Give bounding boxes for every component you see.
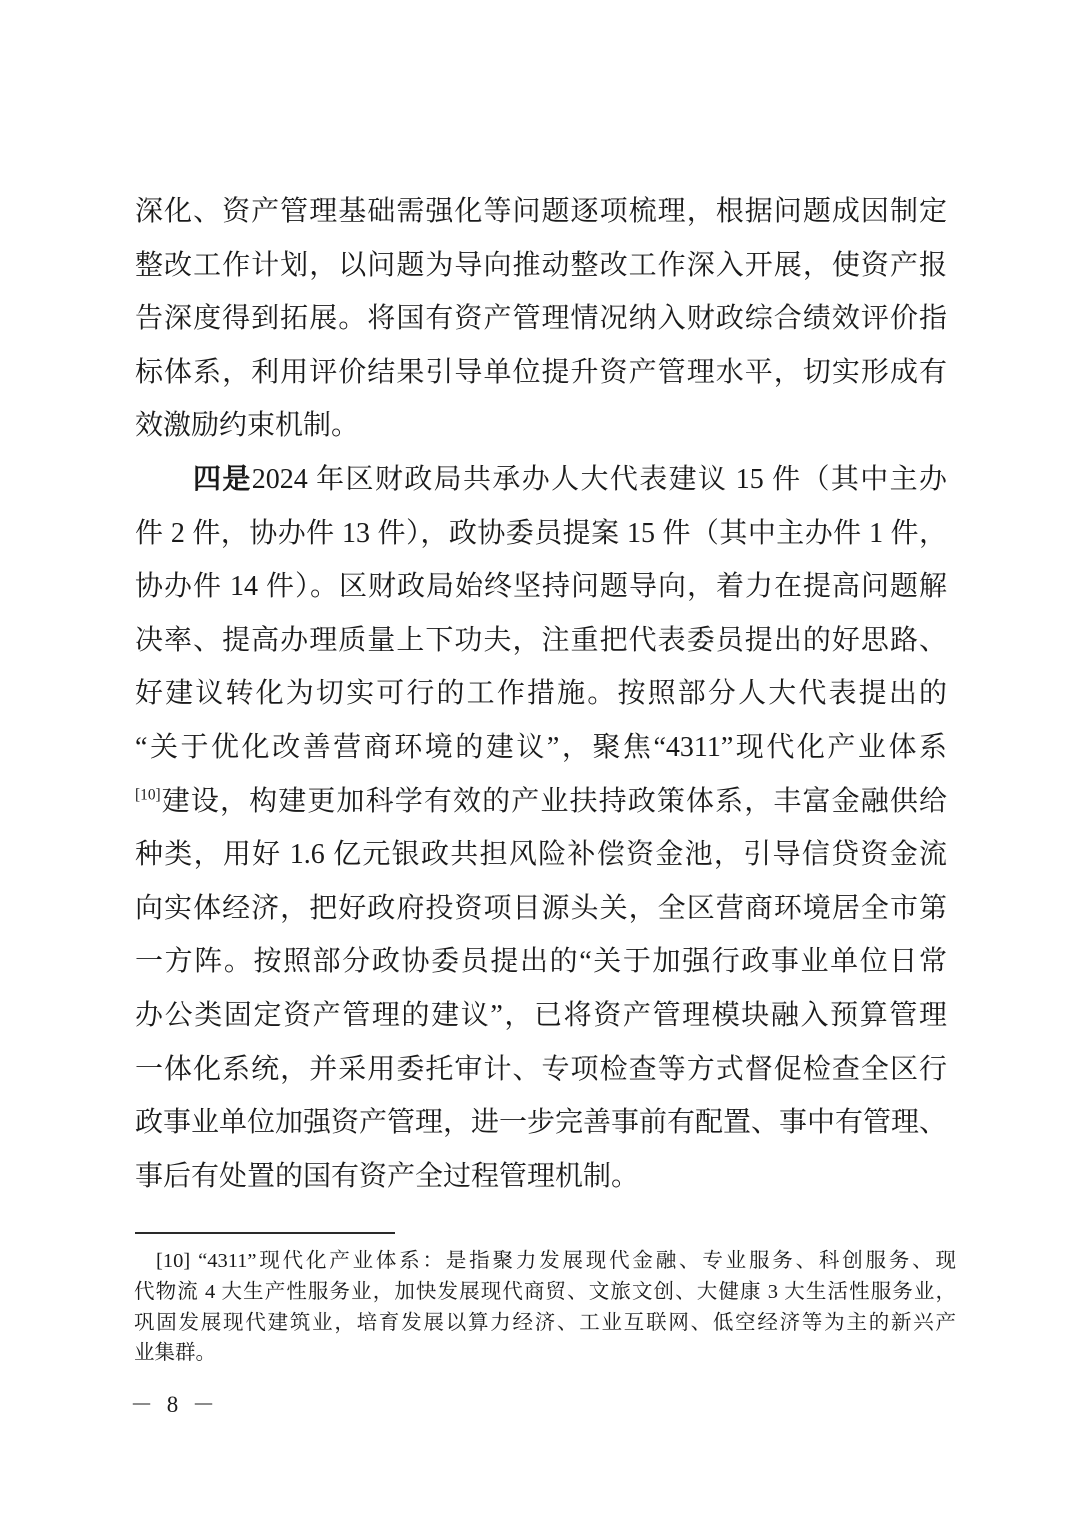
paragraph-line: 决率、提高办理质量上下功夫，注重把代表委员提出的好思路、 <box>135 624 947 656</box>
paragraph-line: 协办件 14 件）。区财政局始终坚持问题导向，着力在提高问题解 <box>135 571 947 603</box>
paragraph-line: 告深度得到拓展。将国有资产管理情况纳入财政综合绩效评价指 <box>135 303 947 335</box>
footnote-line: [10] “4311”现代化产业体系：是指聚力发展现代金融、专业服务、科创服务、现 <box>156 1250 956 1272</box>
footnote-line: 业集群。 <box>134 1342 216 1365</box>
paragraph-line <box>135 453 947 507</box>
paragraph-line: 种类，用好 1.6 亿元银政共担风险补偿资金池，引导信贷资金流 <box>135 839 947 871</box>
footnote-line: 代物流 4 大生产性服务业，加快发展现代商贸、文旅文创、大健康 3 大生活性服务业， <box>134 1280 956 1303</box>
footnote-line: 巩固发展现代建筑业，培育发展以算力经济、工业互联网、低空经济等为主的新兴产 <box>134 1311 956 1334</box>
page-number: － 8 － <box>130 1392 219 1417</box>
body-text-block <box>135 185 947 1203</box>
paragraph-line: 办公类固定资产管理的建议”，已将资产管理模块融入预算管理 <box>135 999 947 1031</box>
paragraph-line: 事后有处置的国有资产全过程管理机制。 <box>135 1160 640 1192</box>
paragraph-line: 件 2 件，协办件 13 件），政协委员提案 15 件（其中主办件 1 件， <box>135 517 947 549</box>
paragraph-line-text: 2024 年区财政局共承办人大代表建议 15 件（其中主办 <box>251 463 947 495</box>
paragraph-line <box>135 775 947 829</box>
paragraph-line: 整改工作计划，以问题为导向推动整改工作深入开展，使资产报 <box>135 249 947 281</box>
paragraph-line: 效激励约束机制。 <box>135 410 360 442</box>
paragraph-line: “关于优化改善营商环境的建议”，聚焦“4311”现代化产业体系 <box>135 731 947 763</box>
paragraph-line: 标体系，利用评价结果引导单位提升资产管理水平，切实形成有 <box>135 356 947 388</box>
paragraph-lead-bold: 四是 <box>193 463 252 495</box>
paragraph-line: 政事业单位加强资产管理，进一步完善事前有配置、事中有管理、 <box>135 1107 947 1139</box>
paragraph-line: 一体化系统，并采用委托审计、专项检查等方式督促检查全区行 <box>135 1053 947 1085</box>
footnote-reference-superscript: [10] <box>135 786 161 804</box>
paragraph-line: 深化、资产管理基础需强化等问题逐项梳理，根据问题成因制定 <box>135 196 947 227</box>
footnote-block <box>134 1246 956 1369</box>
paragraph-line: 向实体经济，把好政府投资项目源头关，全区营商环境居全市第 <box>135 892 947 924</box>
paragraph-line: 一方阵。按照部分政协委员提出的“关于加强行政事业单位日常 <box>135 946 947 978</box>
paragraph-line-text: 建设，构建更加科学有效的产业扶持政策体系，丰富金融供给 <box>160 785 947 817</box>
footnote-separator <box>135 1232 395 1234</box>
paragraph-line: 好建议转化为切实可行的工作措施。按照部分人大代表提出的 <box>135 678 947 710</box>
